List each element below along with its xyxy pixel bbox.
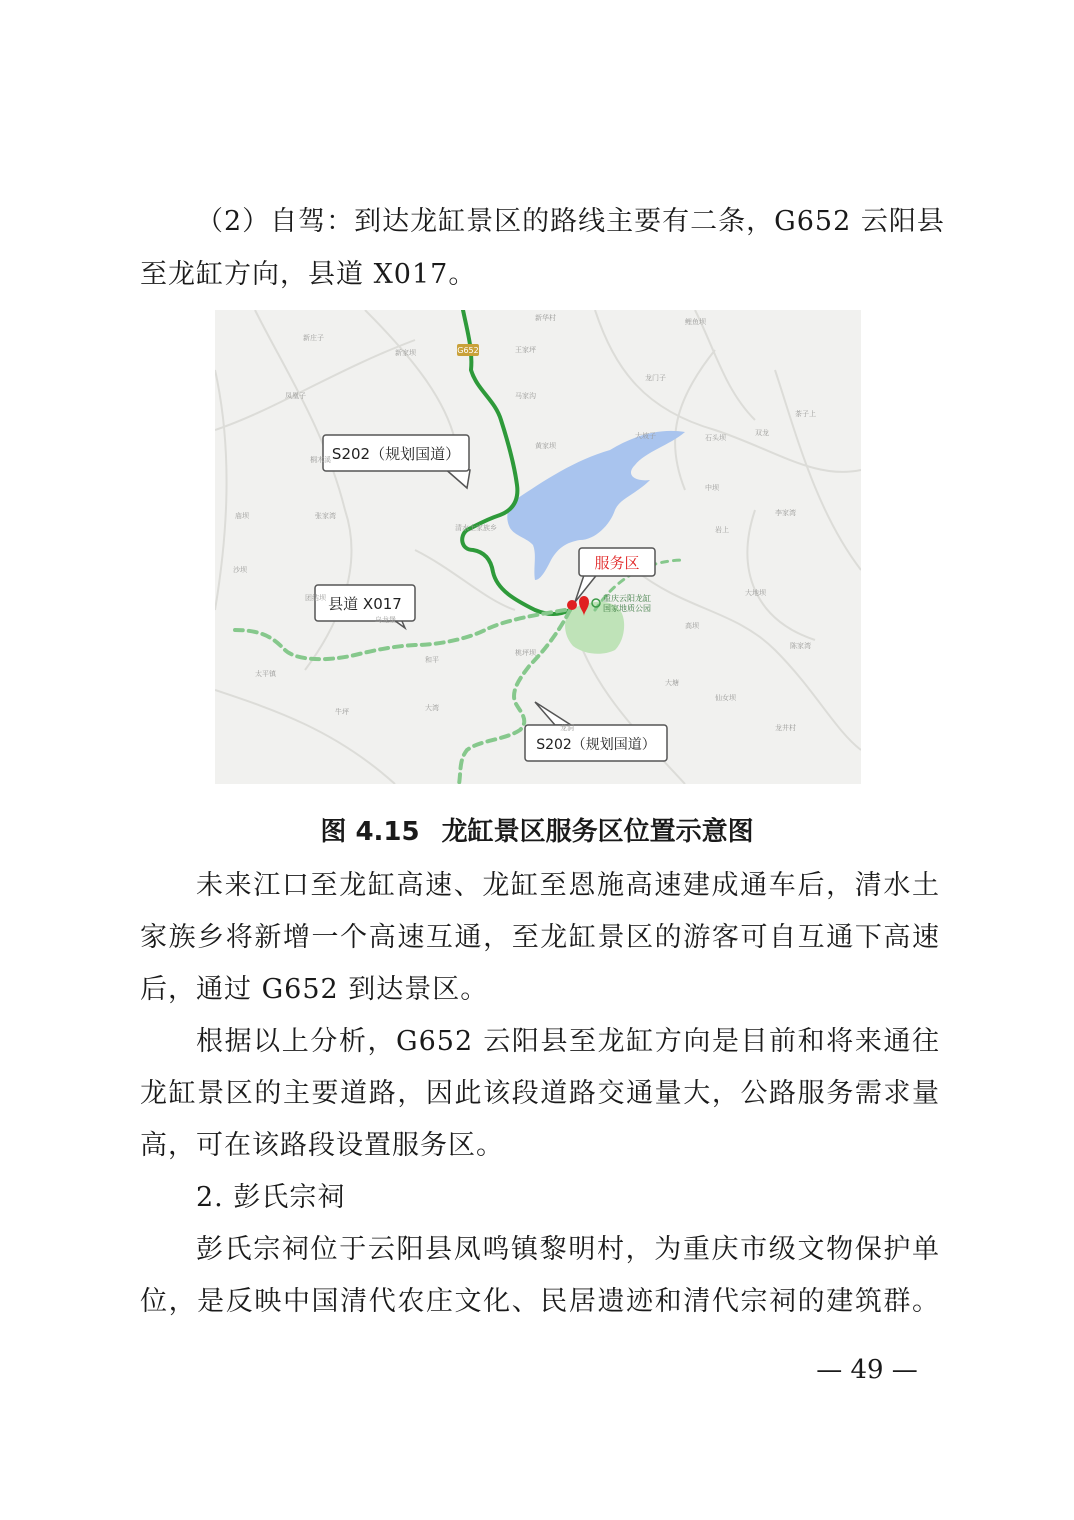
- place-name-label: 桃坪坝: [515, 649, 536, 657]
- road-badge-text: G652: [457, 346, 479, 355]
- paragraph-line: （2）自驾：到达龙缸景区的路线主要有二条，G652 云阳县: [196, 206, 945, 237]
- place-name-label: 石头坝: [705, 434, 726, 442]
- place-name-label: 太平镇: [255, 670, 276, 678]
- place-name-label: 黄家坝: [535, 442, 556, 450]
- place-name-label: 庙坝: [235, 512, 249, 520]
- place-name-label: 张家湾: [315, 512, 336, 520]
- place-name-label: 新华村: [535, 314, 556, 322]
- place-name-label: 新庄子: [303, 334, 324, 342]
- figure-title: 龙缸景区服务区位置示意图: [441, 817, 754, 847]
- place-name-label: 马家沟: [515, 392, 536, 400]
- place-name-label: 仙女坝: [715, 694, 736, 702]
- place-name-label: 岩上: [715, 526, 729, 534]
- place-name-label: 桐木溪: [310, 456, 331, 464]
- place-name-label: 乌龙堡: [375, 616, 396, 624]
- paragraph-line: 未来江口至龙缸高速、龙缸至恩施高速建成通车后，清水土: [196, 870, 940, 901]
- section-heading: 2. 彭氏宗祠: [196, 1182, 346, 1213]
- place-name-label: 沙坝: [233, 566, 247, 574]
- place-name-label: 鲤鱼坝: [685, 318, 706, 326]
- place-name-label: 新家坝: [395, 349, 416, 357]
- paragraph-line: 龙缸景区的主要道路，因此该段道路交通量大，公路服务需求量: [140, 1078, 940, 1109]
- place-name-label: 李家湾: [775, 509, 796, 517]
- place-name-label: 大湾: [425, 704, 439, 712]
- place-name-label: 茶子上: [795, 410, 816, 418]
- location-map: [215, 310, 861, 784]
- place-name-label: 团结坝: [305, 594, 326, 602]
- place-name-label: 龙井村: [775, 724, 796, 732]
- paragraph-line: 后，通过 G652 到达景区。: [140, 974, 489, 1005]
- place-name-label: 大坡子: [635, 432, 656, 440]
- callout-x017-text: 县道 X017: [328, 595, 402, 613]
- page-number: — 49 —: [816, 1355, 918, 1385]
- paragraph-line: 高，可在该路段设置服务区。: [140, 1130, 504, 1161]
- place-name-label: 大塘: [665, 679, 679, 687]
- paragraph-line: 家族乡将新增一个高速互通，至龙缸景区的游客可自互通下高速: [140, 922, 940, 953]
- poi-label: 国家地质公园: [603, 604, 651, 613]
- place-name-label: 中坝: [705, 484, 719, 492]
- paragraph-line: 至龙缸方向，县道 X017。: [140, 259, 477, 290]
- paragraph-line: 彭氏宗祠位于云阳县凤鸣镇黎明村，为重庆市级文物保护单: [196, 1234, 940, 1265]
- paragraph-line: 位，是反映中国清代农庄文化、民居遗迹和清代宗祠的建筑群。: [140, 1286, 940, 1317]
- poi-label: 重庆云阳龙缸: [603, 594, 651, 603]
- place-name-label: 牛坪: [335, 708, 349, 716]
- place-name-label: 龙洞: [560, 724, 574, 732]
- place-name-label: 双龙: [755, 429, 769, 437]
- callout-s202-top-text: S202（规划国道）: [331, 445, 461, 463]
- place-name-label: 凤凰子: [285, 392, 306, 400]
- place-name-label: 陈家湾: [790, 642, 811, 650]
- figure-number: 图 4.15: [320, 817, 420, 847]
- callout-x017: [315, 585, 415, 628]
- paragraph-line: 根据以上分析，G652 云阳县至龙缸方向是目前和将来通往: [196, 1026, 940, 1057]
- place-name-label: 龙门子: [645, 374, 666, 382]
- callout-service-text: 服务区: [594, 554, 640, 572]
- callout-s202-bottom-text: S202（规划国道）: [536, 737, 656, 753]
- place-name-label: 和平: [425, 656, 439, 664]
- figure-caption: [0, 814, 1074, 850]
- place-name-label: 清水土家族乡: [455, 524, 497, 532]
- place-name-label: 大地坝: [745, 589, 766, 597]
- place-name-label: 王家坪: [515, 346, 536, 354]
- place-name-label: 高坝: [685, 622, 699, 630]
